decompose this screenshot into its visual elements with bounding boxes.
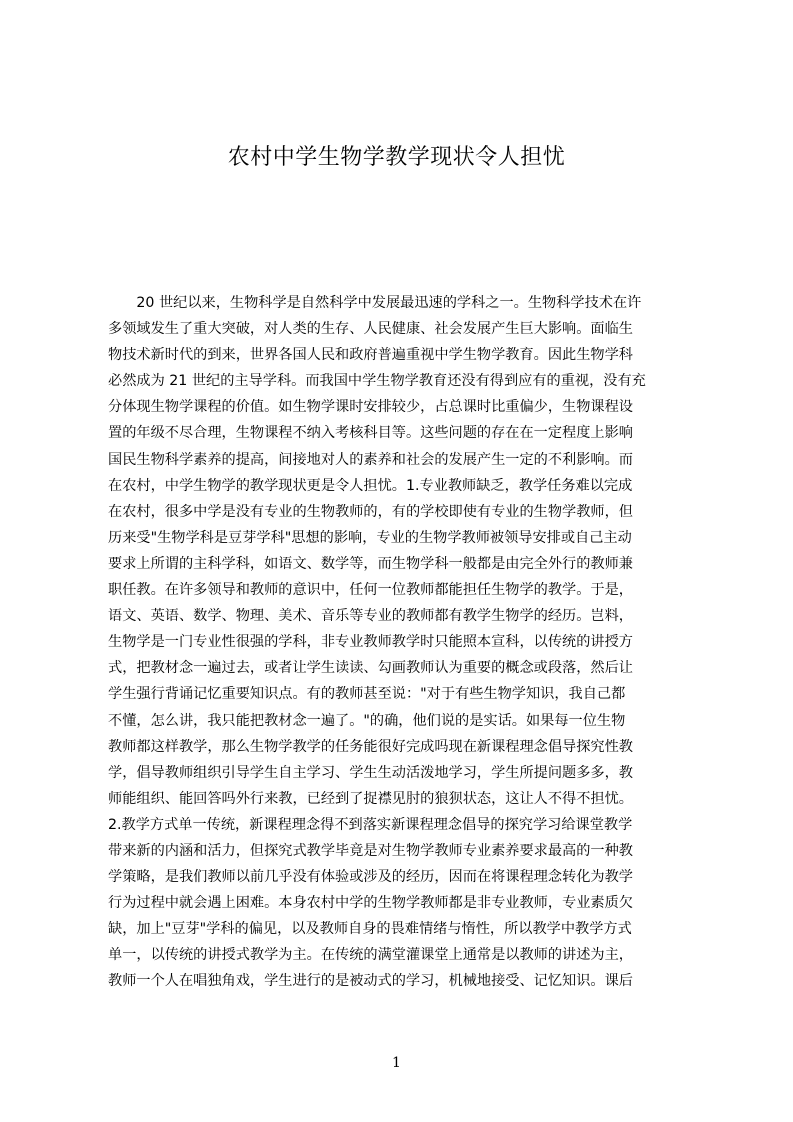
body-line: 语文、英语、数学、物理、美术、音乐等专业的教师都有教学生物学的经历。岂料， bbox=[108, 608, 633, 625]
body-line: 置的年级不尽合理，生物课程不纳入考核科目等。这些问题的存在在一定程度上影响 bbox=[108, 425, 633, 442]
body-line: 师能组织、能回答吗外行来教，已经到了捉襟见肘的狼狈状态，这让人不得不担忧。 bbox=[108, 790, 633, 807]
page-number: 1 bbox=[392, 1055, 401, 1071]
body-line: 要求上所谓的主科学科，如语文、数学等，而生物学科一般都是由完全外行的教师兼 bbox=[108, 555, 633, 572]
body-line: 在农村，很多中学是没有专业的生物教师的，有的学校即使有专业的生物学教师，但 bbox=[108, 503, 633, 520]
body-line: 多领域发生了重大突破，对人类的生存、人民健康、社会发展产生巨大影响。面临生 bbox=[108, 321, 633, 338]
body-line: 学生强行背诵记忆重要知识点。有的教师甚至说："对于有些生物学知识，我自己都 bbox=[108, 686, 626, 703]
body-line: 国民生物科学素养的提高，间接地对人的素养和社会的发展产生一定的不利影响。而 bbox=[108, 451, 633, 468]
body-line: 教师都这样教学，那么生物学教学的任务能很好完成吗现在新课程理念倡导探究性教 bbox=[108, 738, 633, 755]
body-line: 必然成为 21 世纪的主导学科。而我国中学生物学教育还没有得到应有的重视，没有充 bbox=[108, 373, 646, 390]
body-line: 行为过程中就会遇上困难。本身农村中学的生物学教师都是非专业教师，专业素质欠 bbox=[108, 895, 633, 912]
body-line: 在农村，中学生物学的教学现状更是令人担忧。1.专业教师缺乏，教学任务难以完成 bbox=[108, 477, 633, 494]
body-line: 分体现生物学课程的价值。如生物学课时安排较少，占总课时比重偏少，生物课程设 bbox=[108, 399, 633, 416]
body-line: 物技术新时代的到来，世界各国人民和政府普遍重视中学生物学教育。因此生物学科 bbox=[108, 347, 633, 364]
body-line: 不懂，怎么讲，我只能把教材念一遍了。"的确，他们说的是实话。如果每一位生物 bbox=[108, 712, 626, 729]
body-line: 2.教学方式单一传统，新课程理念得不到落实新课程理念倡导的探究学习给课堂教学 bbox=[108, 816, 633, 833]
body-line: 教师一个人在唱独角戏，学生进行的是被动式的学习，机械地接受、记忆知识。课后 bbox=[108, 973, 633, 990]
body-line: 单一，以传统的讲授式教学为主。在传统的满堂灌课堂上通常是以教师的讲述为主， bbox=[108, 947, 633, 964]
body-line: 生物学是一门专业性很强的学科，非专业教师教学时只能照本宣科，以传统的讲授方 bbox=[108, 634, 633, 651]
body-line: 学，倡导教师组织引导学生自主学习、学生生动活泼地学习，学生所提问题多多，教 bbox=[108, 764, 633, 781]
body-line: 缺，加上"豆芽"学科的偏见，以及教师自身的畏难情绪与惰性，所以教学中教学方式 bbox=[108, 921, 632, 938]
document-body bbox=[108, 290, 698, 995]
body-line: 职任教。在许多领导和教师的意识中，任何一位教师都能担任生物学的教学。于是， bbox=[108, 582, 633, 599]
document-title: 农村中学生物学教学现状令人担忧 bbox=[227, 145, 566, 170]
body-line: 历来受"生物学科是豆芽学科"思想的影响，专业的生物学教师被领导安排或自己主动 bbox=[108, 529, 632, 546]
body-line: 20 世纪以来，生物科学是自然科学中发展最迅速的学科之一。生物科学技术在许 bbox=[108, 295, 642, 311]
body-line: 带来新的内涵和活力，但探究式教学毕竟是对生物学教师专业素养要求最高的一种教 bbox=[108, 842, 633, 859]
body-line: 学策略，是我们教师以前几乎没有体验或涉及的经历，因而在将课程理念转化为教学 bbox=[108, 869, 633, 886]
body-line: 式，把教材念一遍过去，或者让学生读读、勾画教师认为重要的概念或段落，然后让 bbox=[108, 660, 633, 677]
